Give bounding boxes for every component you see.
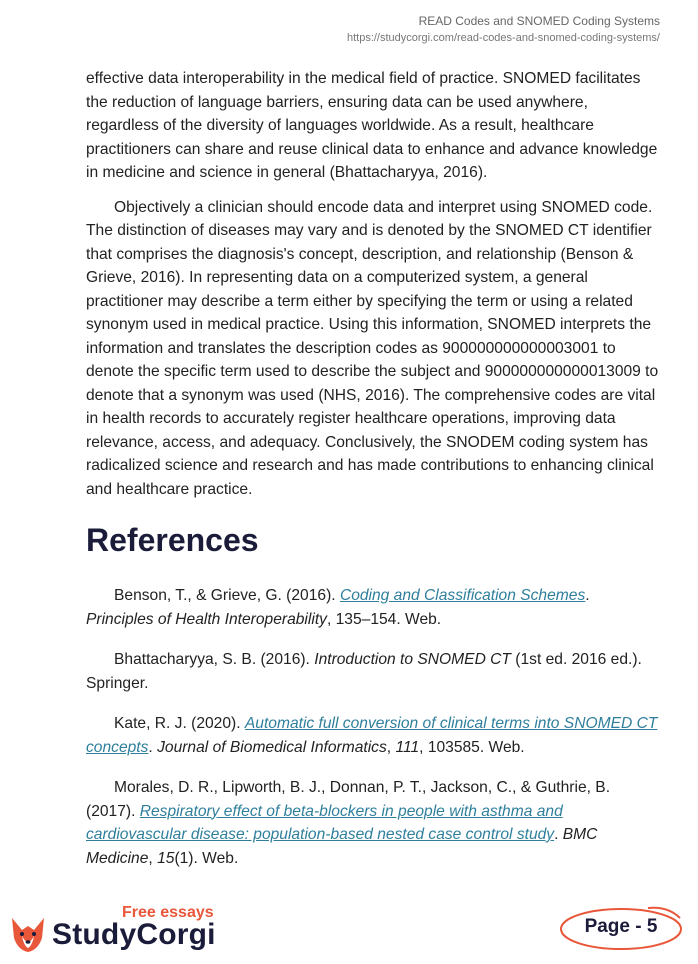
reference-item	[86, 776, 660, 870]
document-title: READ Codes and SNOMED Coding Systems	[418, 14, 660, 28]
reference-item	[86, 584, 660, 631]
corgi-icon	[8, 914, 48, 954]
reference-journal: Journal of Biomedical Informatics	[157, 738, 387, 756]
reference-link[interactable]: Automatic full conversion of clinical terms into SNOMED CT concepts	[86, 715, 658, 756]
references-heading: References	[86, 522, 259, 558]
logo-tagline: Free essays	[122, 904, 214, 921]
reference-authors: Kate, R. J. (2020).	[114, 715, 245, 732]
reference-link[interactable]: Respiratory effect of beta-blockers in people with asthma and cardiovascular disease: population-based nested case control study	[86, 802, 563, 843]
paragraph-1: effective data interoperability in the medical field of practice. SNOMED facilitates the reduction of language barriers, ensuring data can be used anywhere, regardless of the diversity of languages worldwide. As a result, healthcare practitioners can share and reuse clinical data to enhance and advance knowledge in medicine and science in general (Bhattacharyya, 2016).	[86, 70, 658, 181]
reference-details: (1st ed. 2016 ed.). Springer.	[86, 651, 642, 692]
reference-separator: ,	[148, 849, 158, 867]
page-number: Page - 5	[584, 916, 658, 937]
page-number-badge	[558, 902, 684, 952]
reference-separator: .	[554, 826, 563, 843]
page-footer	[0, 894, 698, 964]
reference-title: Introduction to SNOMED CT	[314, 651, 511, 668]
document-body	[86, 67, 660, 870]
reference-details: , 135–154. Web.	[326, 610, 442, 628]
reference-item	[86, 648, 660, 695]
reference-link[interactable]: Coding and Classification Schemes	[339, 587, 586, 604]
reference-item	[86, 712, 660, 759]
reference-authors: Bhattacharyya, S. B. (2016).	[114, 651, 315, 668]
reference-volume: 15	[157, 849, 175, 867]
reference-authors: Benson, T., & Grieve, G. (2016).	[114, 587, 340, 604]
reference-volume: 111	[395, 738, 420, 756]
reference-separator: ,	[386, 738, 396, 756]
reference-journal: BMC Medicine	[86, 826, 598, 867]
paragraph-2: Objectively a clinician should encode data and interpret using SNOMED code. The distinction of diseases may vary and is denoted by the SNOMED CT identifier that comprises the diagnosis's concept, description, and relationship (Benson & Grieve, 2016). In representing data on a computerized system, a general practitioner may describe a term either by specifying the term or using a related synonym used in medical practice. Using this information, SNOMED interprets the information and translates the description codes as 900000000000003001 to denote the specific term used to describe the subject and 900000000000013009 to denote that a synonym was used (NHS, 2016). The comprehensive codes are vital in health records to accurately register healthcare operations, improving data relevance, access, and adequacy. Conclusively, the SNODEM coding system has radicalized science and research and has made contributions to enhancing clinical and healthcare practice.	[86, 198, 659, 498]
reference-separator: .	[585, 587, 590, 604]
reference-authors: Morales, D. R., Lipworth, B. J., Donnan, P. T., Jackson, C., & Guthrie, B. (2017).	[86, 779, 611, 820]
reference-journal: Principles of Health Interoperability	[86, 610, 327, 628]
reference-details: (1). Web.	[174, 849, 239, 867]
reference-separator: .	[148, 738, 158, 756]
document-url[interactable]: https://studycorgi.com/read-codes-and-snomed-coding-systems/	[346, 32, 660, 44]
logo-brand-text: StudyCorgi	[52, 918, 216, 951]
studycorgi-logo[interactable]	[8, 902, 228, 958]
reference-details: , 103585. Web.	[419, 738, 525, 756]
page-header	[347, 12, 660, 46]
